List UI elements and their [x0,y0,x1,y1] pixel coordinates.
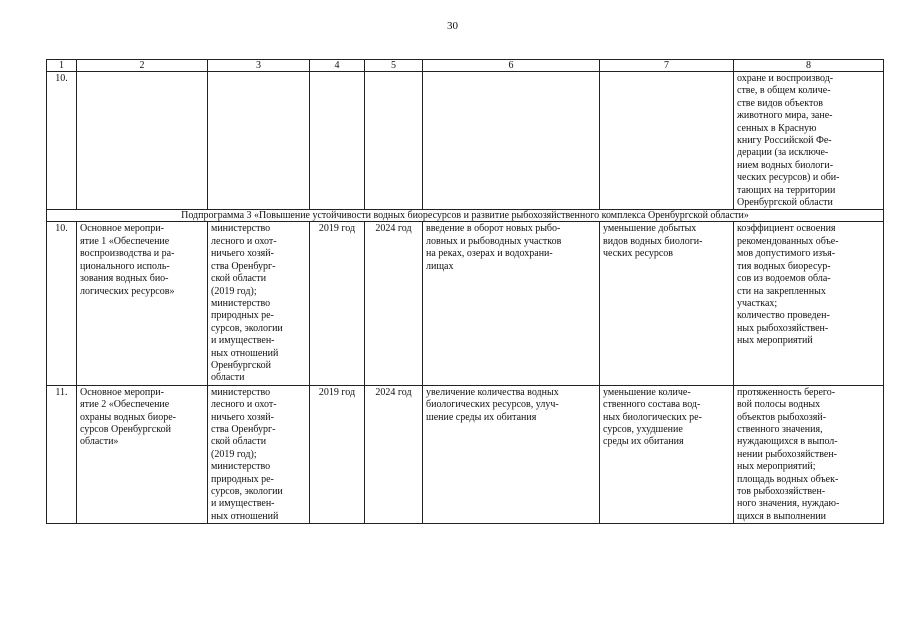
text-line: сенных в Красную [737,122,817,134]
text-line: биологических ресурсов, улуч- [426,399,559,411]
text-line: ческих ресурсов) и оби- [737,172,840,184]
activity-cell [77,385,208,523]
text-line: ственного состава вод- [603,399,701,411]
text-line: тающих на территории [737,184,836,196]
executor-cell [208,222,310,385]
text-line: ного значения, нуждаю- [737,498,840,510]
text-line: ской области [211,436,267,448]
continuation-row [47,72,884,210]
result-cell [423,222,600,385]
text-line: на реках, озерах и водохрани- [426,248,553,260]
text-line: ных отношений [211,347,279,359]
text-line: вой полосы водных [737,399,821,411]
subprogram-row [47,210,884,222]
text-line: министерство [211,223,271,235]
text-line: протяженность берего- [737,386,836,398]
text-line: нении рыбохозяйствен- [737,448,838,460]
text-line: шение среды их обитания [426,411,537,423]
text-line: мов допустимого изъя- [737,248,836,260]
text-line: зования водных био- [80,273,169,285]
text-line: министерство [211,297,271,309]
text-line: ных мероприятий [737,335,813,347]
text-line: объектов рыбохозяй- [737,411,827,423]
text-line: тия водных биоресур- [737,260,831,272]
text-line: видов водных биологи- [603,235,703,247]
text-line: коэффициент освоения [737,223,836,235]
subprogram-title: Подпрограмма 3 «Повышение устойчивости водных биоресурсов и развитие рыбохозяйственного комплекса Оренбургской области» [47,210,884,222]
indicator-cell [734,72,884,210]
text-line: сурсов, экологии [211,322,283,334]
text-line: стве видов объектов [737,97,823,109]
column-header: 7 [600,60,734,72]
text-line: ской области [211,273,267,285]
text-line: участках; [737,297,778,309]
consequence-cell [600,222,734,385]
text-line: ловных и рыбоводных участков [426,235,562,247]
text-line: (2019 год); [211,285,257,297]
text-line: министерство [211,461,271,473]
activity-cell [77,222,208,385]
column-header: 5 [365,60,423,72]
text-line: ных рыбохозяйствен- [737,322,829,334]
text-line: рекомендованных объе- [737,235,839,247]
table-row [47,385,884,523]
text-line: нуждающихся в выпол- [737,436,838,448]
text-line: лесного и охот- [211,235,277,247]
empty-cell [77,72,208,210]
text-line: и имуществен- [211,335,275,347]
empty-cell [208,72,310,210]
text-line: ятие 2 «Обеспечение [80,399,170,411]
consequence-cell [600,385,734,523]
text-line: министерство [211,386,271,398]
text-line: площадь водных объек- [737,473,839,485]
text-line: воспроизводства и ра- [80,248,175,260]
text-line: природных ре- [211,310,274,322]
text-line: ничьего хозяй- [211,248,274,260]
text-line: ционального исполь- [80,260,170,272]
text-line: области [211,372,245,384]
column-header: 8 [734,60,884,72]
text-line: тов рыбохозяйствен- [737,486,826,497]
text-line: ства Оренбург- [211,260,276,272]
text-line: уменьшение количе- [603,386,691,398]
table-row [47,222,884,385]
text-line: природных ре- [211,473,274,485]
text-line: Оренбургской области [737,197,833,209]
empty-cell [365,72,423,210]
text-line: Основное меропри- [80,223,164,235]
executor-cell [208,385,310,523]
text-line: области» [80,436,119,448]
text-line: Основное меропри- [80,386,164,398]
text-line: дерации (за исключе- [737,147,829,159]
text-line: логических ресурсов» [80,285,175,297]
indicator-cell [734,385,884,523]
text-line: книгу Российской Фе- [737,135,832,147]
text-line: ческих ресурсов [603,248,674,260]
page-number: 30 [447,20,458,32]
text-line: сурсов, экологии [211,486,283,497]
text-line: ства Оренбург- [211,423,276,435]
indicator-cell [734,222,884,385]
text-line: нием водных биологи- [737,159,834,171]
start-year-cell: 2019 год [310,222,365,385]
text-line: количество проведен- [737,310,830,322]
empty-cell [600,72,734,210]
text-line: (2019 год); [211,448,257,460]
text-line: и имуществен- [211,498,275,510]
text-line: уменьшение добытых [603,223,697,235]
text-line: охране и воспроизвод- [737,73,834,84]
text-line: ственного значения, [737,423,823,435]
text-line: щихся в выполнении [737,510,827,522]
text-line: лищах [426,260,454,272]
column-header: 1 [47,60,77,72]
text-line: сурсов, ухудшение [603,423,683,435]
text-line: лесного и охот- [211,399,277,411]
column-header-row [47,60,884,72]
column-header: 6 [423,60,600,72]
column-header: 4 [310,60,365,72]
text-line: сов из водоемов обла- [737,273,831,285]
text-line: животного мира, зане- [737,110,833,122]
text-line: введение в оборот новых рыбо- [426,223,561,235]
row-number: 10. [47,222,77,385]
activities-table [46,59,884,524]
text-line: стве, в общем количе- [737,85,831,97]
text-line: сурсов Оренбургской [80,423,171,435]
text-line: ничьего хозяй- [211,411,274,423]
row-number: 11. [47,385,77,523]
text-line: ятие 1 «Обеспечение [80,235,170,247]
text-line: ных мероприятий; [737,461,816,473]
row-number: 10. [47,72,77,210]
text-line: среды их обитания [603,436,684,448]
end-year-cell: 2024 год [365,222,423,385]
column-header: 2 [77,60,208,72]
empty-cell [423,72,600,210]
text-line: охраны водных биоре- [80,411,176,423]
text-line: Оренбургской [211,359,271,371]
result-cell [423,385,600,523]
text-line: ных отношений [211,510,279,522]
column-header: 3 [208,60,310,72]
end-year-cell: 2024 год [365,385,423,523]
text-line: ных биологических ре- [603,411,702,423]
text-line: сти на закрепленных [737,285,826,297]
start-year-cell: 2019 год [310,385,365,523]
text-line: увеличение количества водных [426,386,559,398]
empty-cell [310,72,365,210]
